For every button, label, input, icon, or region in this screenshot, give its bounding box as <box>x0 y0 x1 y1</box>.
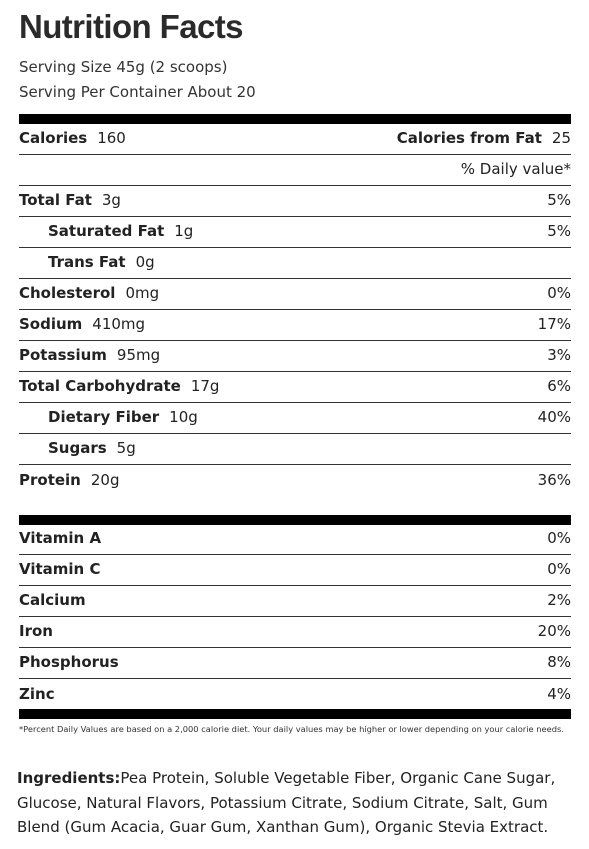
nutrient-name: Protein <box>19 471 81 489</box>
vitamin-table <box>19 524 571 710</box>
nutrient-dv: 0% <box>547 284 571 302</box>
vitamin-name: Zinc <box>19 685 55 703</box>
vitamin-dv: 2% <box>547 591 571 609</box>
vitamin-row <box>19 586 571 617</box>
nutrient-amount: 0mg <box>125 284 160 302</box>
divider-thick <box>19 114 571 124</box>
daily-value-header: % Daily value* <box>460 160 571 178</box>
nutrient-name: Potassium <box>19 346 107 364</box>
nutrient-row <box>19 248 571 279</box>
nutrient-dv: 36% <box>537 471 571 489</box>
divider-thick <box>19 709 571 719</box>
nutrient-amount: 10g <box>169 408 198 426</box>
nutrient-name: Cholesterol <box>19 284 116 302</box>
calories-from-fat-value: 25 <box>551 129 571 147</box>
nutrient-row <box>19 279 571 310</box>
vitamin-name: Vitamin A <box>19 529 102 547</box>
nutrient-row <box>19 403 571 434</box>
nutrient-dv: 17% <box>537 315 571 333</box>
vitamin-row <box>19 555 571 586</box>
nutrient-amount: 3g <box>101 191 121 209</box>
nutrient-dv: 5% <box>547 191 571 209</box>
calories-label: Calories <box>19 129 88 147</box>
vitamin-row <box>19 679 571 710</box>
nutrient-amount: 410mg <box>92 315 146 333</box>
nutrient-amount: 17g <box>190 377 220 395</box>
nutrient-dv: 40% <box>537 408 571 426</box>
nutrient-name: Saturated Fat <box>48 222 165 240</box>
nutrient-amount: 95mg <box>116 346 161 364</box>
macro-table <box>19 124 571 496</box>
ingredients-label: Ingredients: <box>17 769 121 787</box>
vitamin-row <box>19 617 571 648</box>
vitamin-name: Vitamin C <box>19 560 101 578</box>
nutrient-row <box>19 341 571 372</box>
vitamin-name: Iron <box>19 622 53 640</box>
vitamin-dv: 0% <box>547 560 571 578</box>
ingredients-text: Pea Protein, Soluble Vegetable Fiber, Organic Cane Sugar, Glucose, Natural Flavors, Potassium Citrate, Sodium Citrate, Salt, Gum Blend (Gum Acacia, Guar Gum, Xanthan Gum), Organic Stevia Extract. <box>17 769 556 836</box>
nutrient-amount: 1g <box>174 222 194 240</box>
nutrient-row <box>19 465 571 496</box>
vitamin-name: Phosphorus <box>19 653 119 671</box>
vitamin-row <box>19 524 571 555</box>
vitamin-row <box>19 648 571 679</box>
nutrient-dv: 6% <box>547 377 571 395</box>
nutrient-row <box>19 310 571 341</box>
nutrient-name: Dietary Fiber <box>48 408 160 426</box>
nutrient-name: Sodium <box>19 315 83 333</box>
daily-value-header-row <box>19 155 571 186</box>
ingredients-block <box>17 766 577 840</box>
nutrient-name: Total Fat <box>19 191 92 209</box>
vitamin-dv: 4% <box>547 685 571 703</box>
nutrient-row <box>19 217 571 248</box>
nutrient-amount: 5g <box>116 439 136 457</box>
nutrient-name: Sugars <box>48 439 107 457</box>
vitamin-name: Calcium <box>19 591 86 609</box>
nutrient-amount: 20g <box>90 471 120 489</box>
nutrient-dv: 3% <box>547 346 571 364</box>
calories-value: 160 <box>97 129 126 147</box>
nutrient-row <box>19 372 571 403</box>
nutrient-name: Total Carbohydrate <box>19 377 181 395</box>
vitamin-dv: 20% <box>537 622 571 640</box>
nutrient-amount: 0g <box>135 253 155 271</box>
serving-size: Serving Size 45g (2 scoops) <box>19 58 228 76</box>
nutrient-row <box>19 186 571 217</box>
vitamin-dv: 8% <box>547 653 571 671</box>
servings-per-container: Serving Per Container About 20 <box>19 83 256 101</box>
nutrient-name: Trans Fat <box>48 253 126 271</box>
calories-row <box>19 124 571 155</box>
nutrient-row <box>19 434 571 465</box>
page-title: Nutrition Facts <box>19 8 243 45</box>
nutrient-dv: 5% <box>547 222 571 240</box>
calories-from-fat-label: Calories from Fat <box>396 129 542 147</box>
daily-value-footnote: *Percent Daily Values are based on a 2,000 calorie diet. Your daily values may be higher or lower depending on your calorie needs. <box>19 724 564 734</box>
vitamin-dv: 0% <box>547 529 571 547</box>
